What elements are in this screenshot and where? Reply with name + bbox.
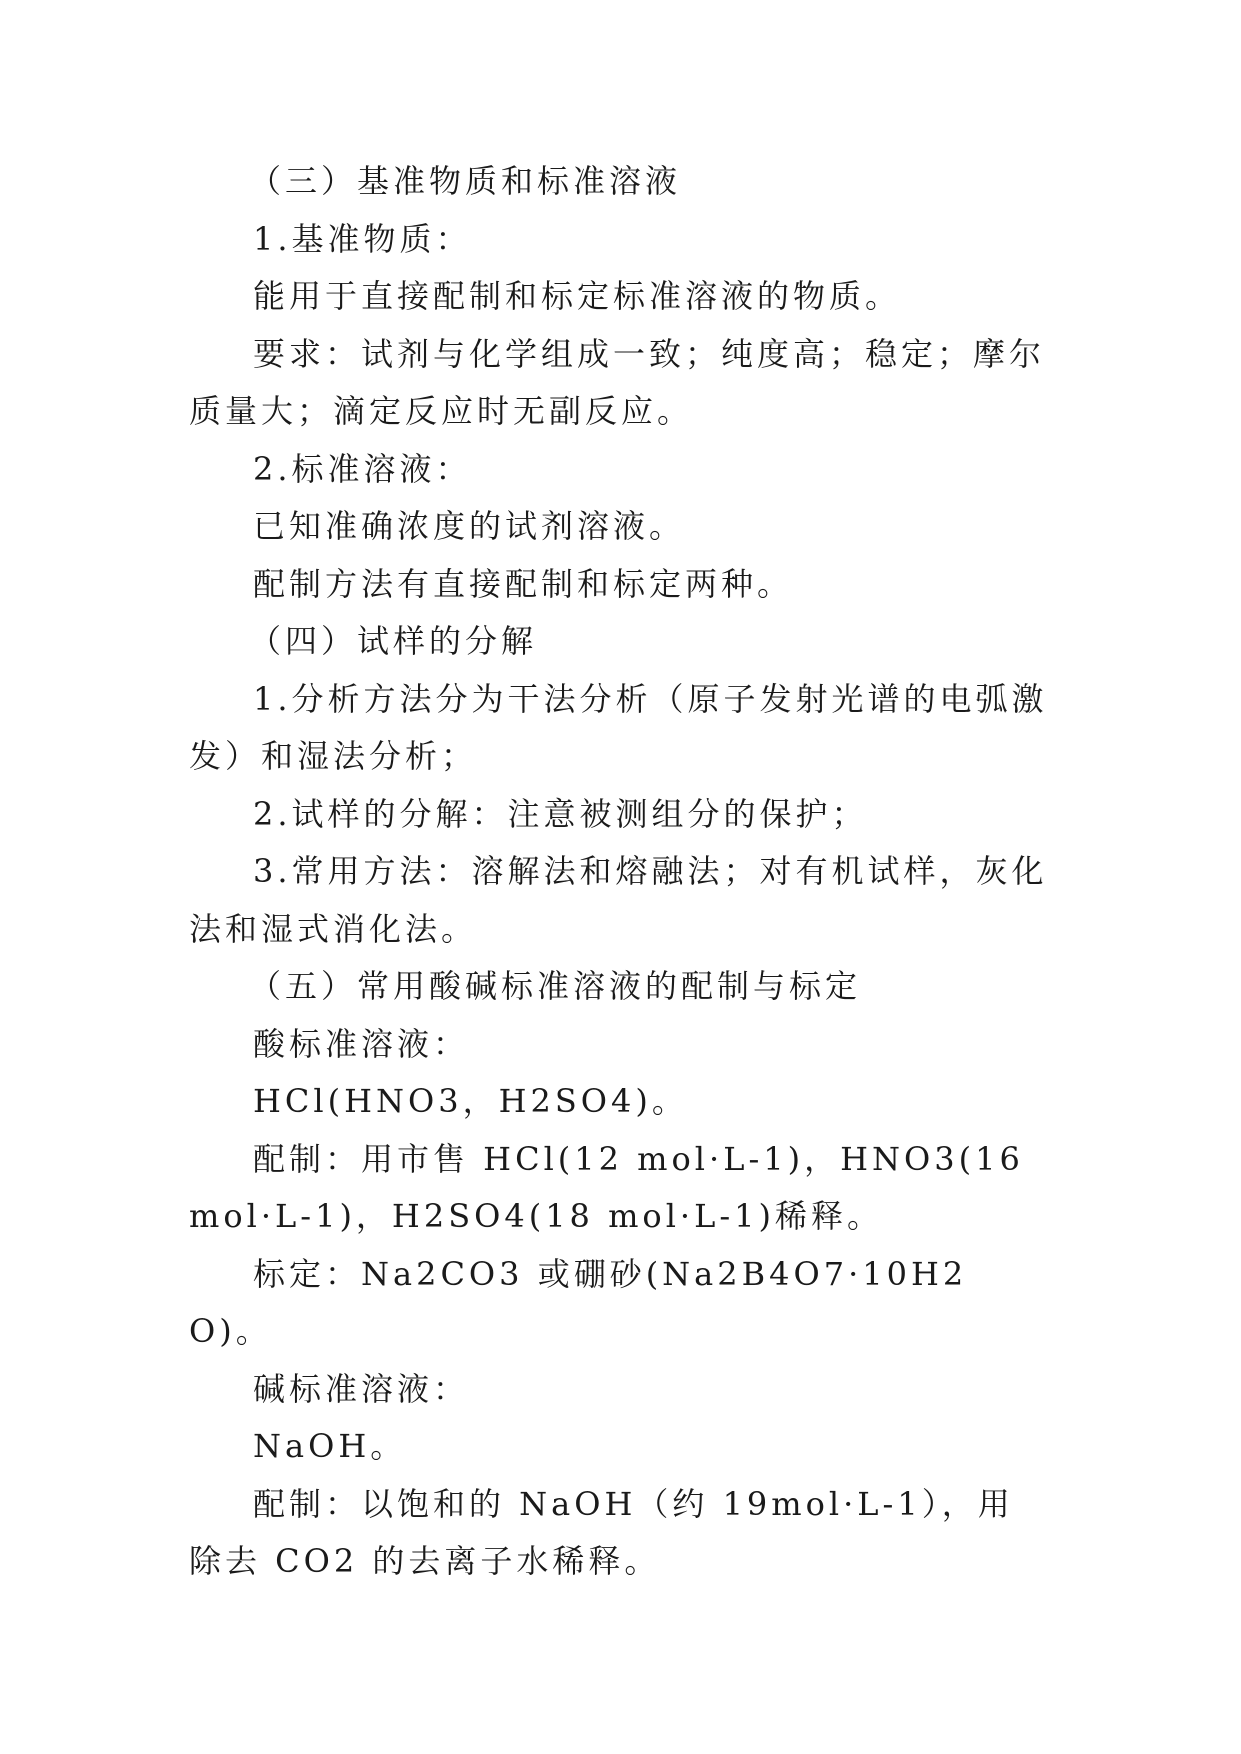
paragraph: 配制方法有直接配制和标定两种。: [253, 564, 794, 603]
paragraph: NaOH。: [253, 1427, 407, 1465]
paragraph: 已知准确浓度的试剂溶液。: [253, 507, 686, 545]
paragraph: HCl(HNO3，H2SO4)。: [253, 1082, 688, 1120]
paragraph: 能用于直接配制和标定标准溶液的物质。: [253, 277, 902, 315]
paragraph: 标定：Na2CO3 或硼砂(Na2B4O7·10H2O)。: [189, 1254, 968, 1350]
paragraph: 1.分析方法分为干法分析（原子发射光谱的电弧激发）和湿法分析；: [189, 679, 1048, 775]
paragraph: 配制：用市售 HCl(12 mol·L-1)，HNO3(16 mol·L-1)，H2SO4(18 mol·L-1)稀释。: [189, 1139, 1024, 1235]
section-heading-5: （五）常用酸碱标准溶液的配制与标定: [249, 967, 862, 1005]
section-heading-4: （四）试样的分解: [249, 622, 538, 660]
paragraph: 酸标准溶液：: [253, 1024, 470, 1063]
paragraph: 要求：试剂与化学组成一致；纯度高；稳定；摩尔质量大；滴定反应时无副反应。: [189, 334, 1046, 430]
paragraph: 2.试样的分解：注意被测组分的保护；: [253, 794, 868, 833]
paragraph: 配制：以饱和的 NaOH（约 19mol·L-1），用除去 CO2 的去离子水稀释。: [189, 1484, 1014, 1580]
paragraph: 碱标准溶液：: [253, 1369, 470, 1408]
paragraph: 2.标准溶液：: [253, 449, 472, 488]
document-body: [189, 153, 1049, 1591]
section-heading-3: （三）基准物质和标准溶液: [249, 162, 682, 200]
paragraph: 3.常用方法：溶解法和熔融法；对有机试样，灰化法和湿式消化法。: [189, 852, 1048, 948]
paragraph: 1.基准物质：: [253, 219, 472, 258]
